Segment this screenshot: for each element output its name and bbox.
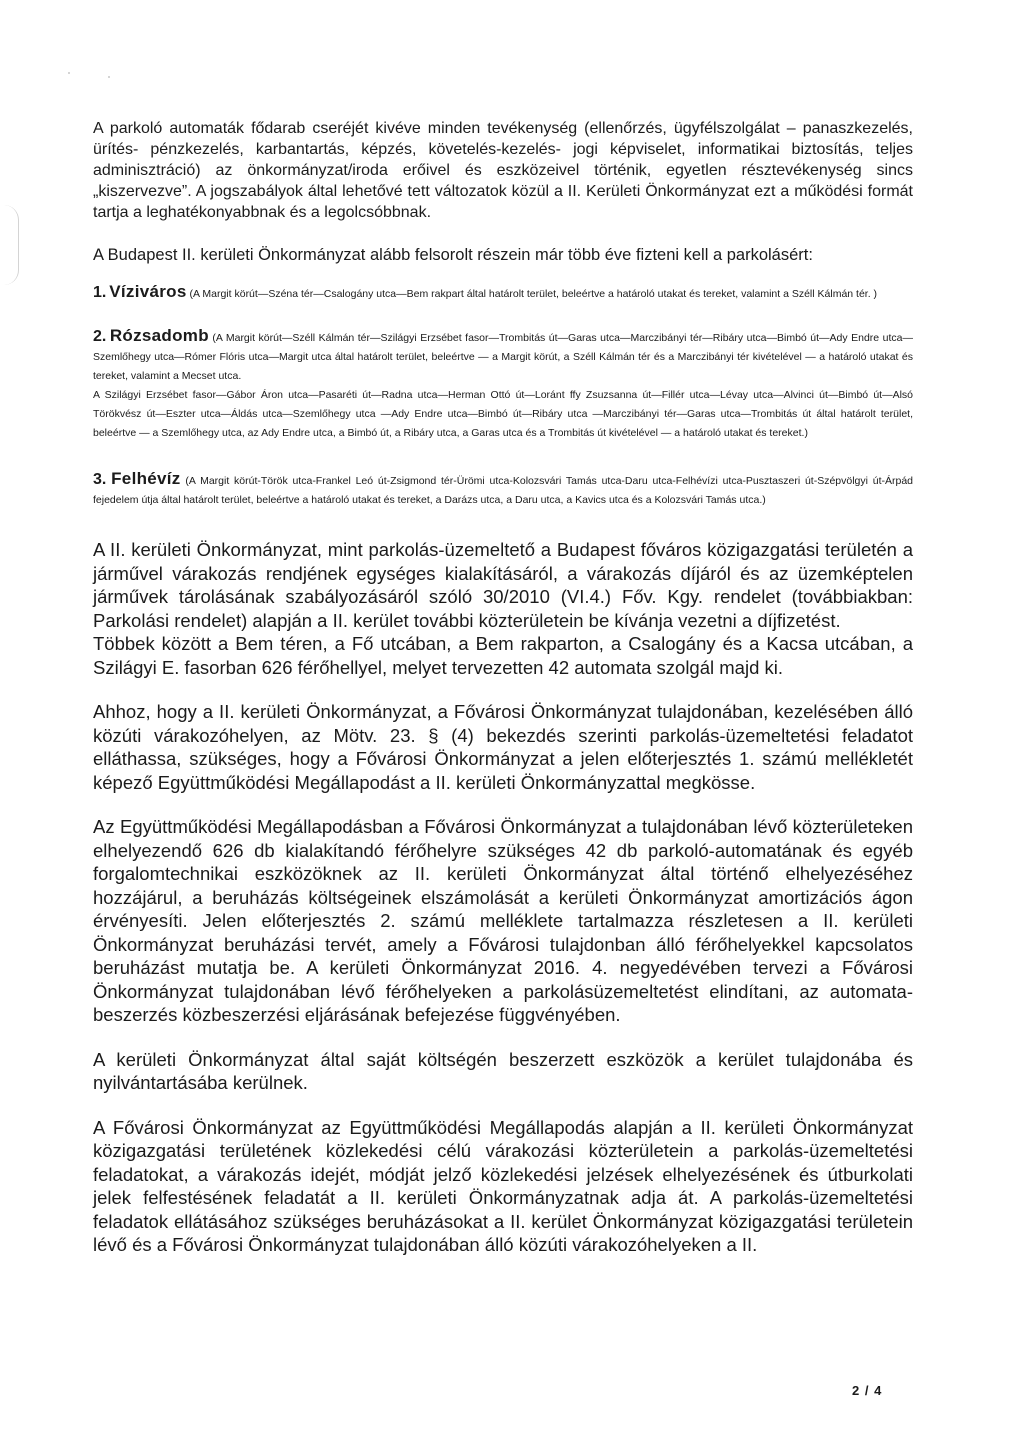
body-paragraph-5: Ahhoz, hogy a II. kerületi Önkormányzat, a Fővárosi Önkormányzat tulajdonában, kezelésében álló közúti várakozóhelyen, az Mötv. 23. § (4) bekezdés szerinti parkolás-üzemeltetési feladatot elláthassa, szükséges, hogy a Fővárosi Önkormányzat a jelen előterjesztés 1. számú mellékletét képező Együttműködési Megállapodást a II. kerületi Önkormányzattal megkösse. — [93, 701, 913, 793]
intro-paragraph-1: A parkoló automaták fődarab cseréjét kivéve minden tevékenység (ellenőrzés, ügyfélszolgálat – panaszkezelés, ürítés- pénzkezelés, karbantartás, képzés, követelés-kezelés- jogi képviselet, informatikai biztosítás, teljes adminisztráció) az önkormányzat/iroda erőivel és eszközeivel történik, egyetlen résztevékenység sincs „kiszervezve”. A jogszabályok által lehetővé tett változatok közül a II. Kerületi Önkormányzat ezt a működési formát tartja a leghatékonyabbnak és a legolcsóbbnak. — [93, 120, 913, 221]
scan-speck — [68, 72, 70, 74]
scan-speck — [108, 76, 110, 78]
area-description: (A Margit körút-Török utca-Frankel Leó út-Zsigmond tér-Ürömi utca-Kolozsvári Tamás utca-Daru utca-Felhévízi utca-Pusztaszeri út-Szépvölgyi út-Árpád fejedelem útja által határolt terület, beleértve a határoló utakat és tereket, a Darázs utca, a Daru utca, a Kavics utca és a Kolozsvári Tamás utca.) — [93, 475, 914, 506]
area-number: 3. — [93, 471, 107, 488]
area-description-continued: A Szilágyi Erzsébet fasor—Gábor Áron utca—Pasaréti út—Radna utca—Herman Ottó út—Loránt ffy Zsuzsanna út—Fillér utca—Lévay utca—Alvinci út—Bimbó út—Alsó Törökvész út—Eszter utca—Áldás utca—Szemlőhegy utca —Ady Endre utca—Bimbó út—Ribáry utca —Marczibányi tér—Garas utca—Trombitás út által határolt terület, beleértve — a Szemlőhegy utca, az Ady Endre utca, a Bimbó út, a Ribáry utca, a Garas utca és a Trombitás út kivételével — a határoló utakat és tereket.) — [93, 389, 913, 439]
area-number: 2. — [93, 328, 107, 345]
area-name: Rózsadomb — [109, 326, 209, 345]
area-name: Felhévíz — [111, 469, 181, 488]
page-number: 2 / 4 — [852, 1383, 883, 1398]
area-item — [93, 326, 913, 443]
area-description: (A Margit körút—Széna tér—Csalogány utca—Bem rakpart által határolt terület, beleértve a határoló utakat és tereket, valamint a Széll Kálmán tér. ) — [189, 288, 878, 300]
area-number: 1. — [93, 284, 107, 301]
body-paragraph-4: Többek között a Bem téren, a Fő utcában, a Bem rakparton, a Csalogány és a Kacsa utcában, a Szilágyi E. fasorban 626 férőhellyel, melyet tervezetten 42 automata szolgál majd ki. — [93, 633, 913, 678]
body-paragraph-6: Az Együttműködési Megállapodásban a Fővárosi Önkormányzat a tulajdonában lévő közterületeken elhelyezendő 626 db kialakítandó férőhelyre szükséges 42 db parkoló-automatának és egyéb forgalomtechnikai eszközöknek az II. kerületi Önkormányzat által történő elhelyezéséhez hozzájárul, a beruházás költségeinek elszámolását a kerületi Önkormányzat amortizációs ágon érvényesíti. Jelen előterjesztés 2. számú melléklete tartalmazza részletesen a II. kerületi Önkormányzat beruházási tervét, amely a Fővárosi tulajdonban álló férőhelyekkel kapcsolatos beruházást mutatja be. A kerületi Önkormányzat 2016. 4. negyedévében tervezi a Fővárosi Önkormányzat tulajdonában lévő férőhelyeken a parkolásüzemeltetést elindítani, az automata-beszerzés közbeszerzési eljárásának befejezése függvényében. — [93, 816, 913, 1025]
body-paragraph-3: A II. kerületi Önkormányzat, mint parkolás-üzemeltető a Budapest főváros közigazgatási területén a járművel várakozás rendjének egységes kialakításáról, a várakozás díjáról és az üzemképtelen járművek tárolásának szabályozásáról szóló 30/2010 (VI.4.) Főv. Kgy. rendelet (továbbiakban: Parkolási rendelet) alapján a II. kerület további közterületein be kívánja vezetni a díjfizetést. — [93, 539, 913, 631]
document-page — [93, 118, 913, 1257]
body-paragraph-7: A kerületi Önkormányzat által saját költségén beszerzett eszközök a kerület tulajdonába és nyilvántartásába kerülnek. — [93, 1048, 913, 1093]
intro-paragraph-2: A Budapest II. kerületi Önkormányzat alább felsorolt részein már több éve fizteni kell a parkolásért: — [93, 246, 813, 264]
area-description: (A Margit körút—Széll Kálmán tér—Szilágyi Erzsébet fasor—Trombitás út—Garas utca—Marczibányi tér—Ribáry utca—Bimbó út—Ady Endre utca—Szemlőhegy utca—Rómer Flóris utca—Margit utca által határolt terület, beleértve — a Margit körút, a Széll Kálmán tér és a Marczibányi tér kivételével — a határoló utakat és tereket, valamint a Mecset utca. — [93, 332, 913, 382]
binding-edge-mark — [4, 205, 19, 285]
area-item — [93, 469, 913, 510]
area-name: Víziváros — [109, 282, 187, 301]
body-paragraph-8: A Fővárosi Önkormányzat az Együttműködési Megállapodás alapján a II. kerületi Önkormányzat közigazgatási területének közlekedési célú várakozási közterületein a parkolás-üzemeltetési feladatokat, a várakozás idejét, módját jelző közlekedési jelzések elhelyezésének és útburkolati jelek felfestésének feladatát a II. kerületi Önkormányzatnak adja át. A parkolás-üzemeltetési feladatok ellátásához szükséges beruházásokat a II. kerület Önkormányzat közigazgatási területein lévő és a Fővárosi Önkormányzat tulajdonában álló közúti várakozóhelyeken a II. — [93, 1116, 913, 1255]
area-item — [93, 282, 913, 304]
